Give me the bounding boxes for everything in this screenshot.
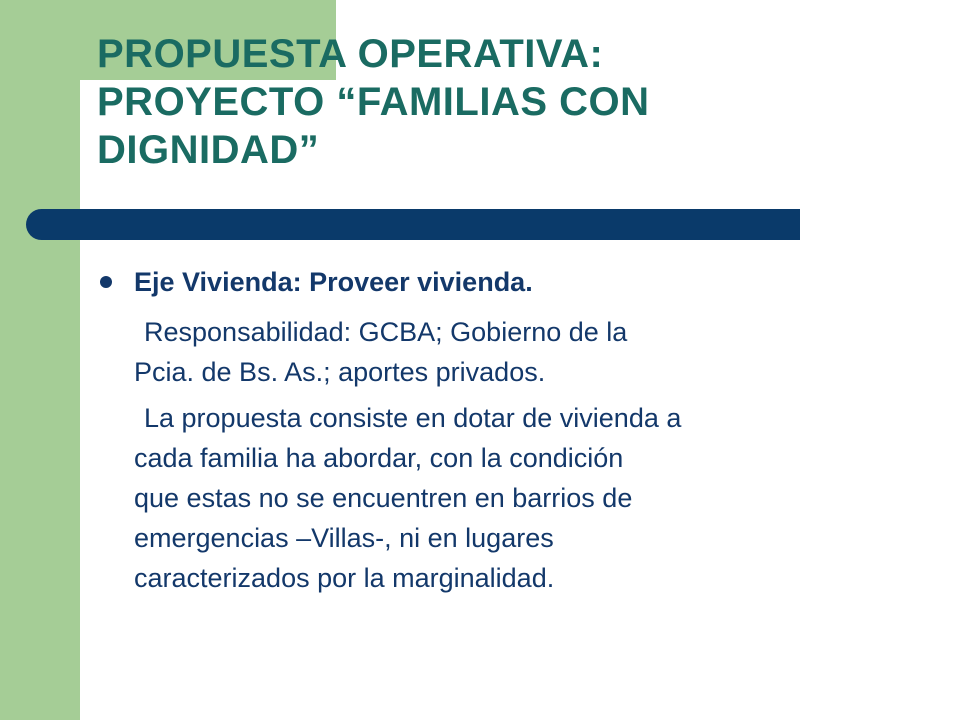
- title-divider-bar: [26, 209, 800, 240]
- paragraph-line: cada familia ha abordar, con la condición: [134, 443, 624, 473]
- paragraph-line: La propuesta consiste en dotar de vivienda a: [144, 403, 682, 433]
- paragraph-line: emergencias –Villas-, ni en lugares: [134, 523, 554, 553]
- title-line: DIGNIDAD”: [97, 128, 320, 172]
- proposal-paragraph: [100, 398, 900, 598]
- paragraph-line: que estas no se encuentren en barrios de: [134, 483, 633, 513]
- paragraph-line: Responsabilidad: GCBA; Gobierno de la: [144, 317, 628, 347]
- slide-title: [97, 30, 917, 174]
- left-green-bar: [0, 0, 80, 720]
- bullet-item: [100, 260, 900, 304]
- bullet-dot-icon: [100, 276, 112, 288]
- slide-body: [100, 260, 900, 598]
- paragraph-line: caracterizados por la marginalidad.: [134, 563, 555, 593]
- paragraph-line: Pcia. de Bs. As.; aportes privados.: [134, 357, 546, 387]
- bullet-heading: Eje Vivienda: Proveer vivienda.: [134, 267, 533, 297]
- title-line: PROYECTO “FAMILIAS CON: [97, 80, 650, 124]
- responsibility-paragraph: [100, 312, 900, 392]
- title-line: PROPUESTA OPERATIVA:: [97, 32, 604, 76]
